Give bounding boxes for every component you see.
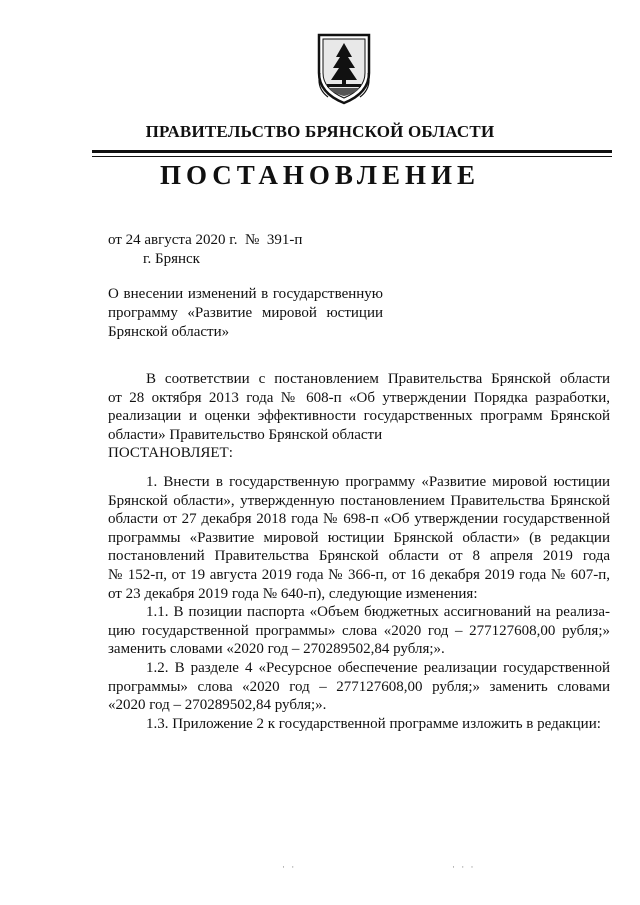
item1-3-line: 1.3. Приложение 2 к государственной программе изложить в редакции: bbox=[146, 715, 601, 732]
coat-of-arms-icon bbox=[316, 33, 372, 105]
preamble-line: реализации и оценки эффективности государственных программ Брянской bbox=[108, 408, 610, 425]
subject-block bbox=[108, 285, 383, 342]
scan-speck: · · bbox=[282, 862, 297, 872]
item1-2-line: программы» слова «2020 год – 277127608,00 рубля;» заменить словами bbox=[108, 678, 610, 695]
item1-1-line: заменить словами «2020 год – 270289502,84 рубля;». bbox=[108, 641, 445, 658]
header-divider-thin bbox=[92, 156, 612, 157]
date-number-line: от 24 августа 2020 г. № 391-п bbox=[108, 232, 303, 248]
preamble-line: В соответствии с постановлением Правительства Брянской области bbox=[146, 371, 610, 387]
document-body bbox=[108, 370, 610, 733]
item1-1-line: 1.1. В позиции паспорта «Объем бюджетных ассигнований на реализа- bbox=[146, 604, 610, 621]
city-line: г. Брянск bbox=[143, 251, 200, 267]
subject-line: О внесении изменений в государственную bbox=[108, 286, 383, 302]
paragraph-gap bbox=[108, 463, 610, 473]
government-title: ПРАВИТЕЛЬСТВО БРЯНСКОЙ ОБЛАСТИ bbox=[145, 122, 495, 141]
item1-line: постановлений Правительства Брянской области от 8 апреля 2019 года bbox=[108, 548, 610, 565]
resolves-line: ПОСТАНОВЛЯЕТ: bbox=[108, 445, 233, 462]
item1-line: Брянской области», утвержденную постановлением Правительства Брянской bbox=[108, 492, 610, 509]
item1-1-line: цию государственной программы» слова «2020 год – 277127608,00 рубля;» bbox=[108, 622, 610, 639]
document-type-heading: ПОСТАНОВЛЕНИЕ bbox=[159, 160, 481, 190]
item1-line: № 152-п, от 19 августа 2019 года № 366-п, от 16 декабря 2019 года № 607-п, bbox=[108, 566, 610, 583]
subject-line: Брянской области» bbox=[108, 324, 230, 340]
subject-line: программу «Развитие мировой юстиции bbox=[108, 305, 383, 321]
header-divider-thick bbox=[92, 150, 612, 153]
item1-line: 1. Внести в государственную программу «Развитие мировой юстиции bbox=[146, 473, 610, 490]
item1-line: области от 27 декабря 2018 года № 698-п «Об утверждении государственной bbox=[108, 511, 610, 528]
preamble-line: от 28 октября 2013 года № 608-п «Об утверждении Порядка разработки, bbox=[108, 389, 610, 406]
item1-2-line: 1.2. В разделе 4 «Ресурсное обеспечение реализации государственной bbox=[146, 659, 610, 676]
item1-2-line: «2020 год – 270289502,84 рубля;». bbox=[108, 697, 327, 714]
item1-line: программы «Развитие мировой юстиции Брянской области» (в редакции bbox=[108, 529, 610, 546]
scan-speck: · · · bbox=[452, 862, 476, 872]
preamble-line: области» Правительство Брянской области bbox=[108, 426, 383, 443]
item1-line: от 23 декабря 2019 года № 640-п), следующие изменения: bbox=[108, 585, 478, 602]
